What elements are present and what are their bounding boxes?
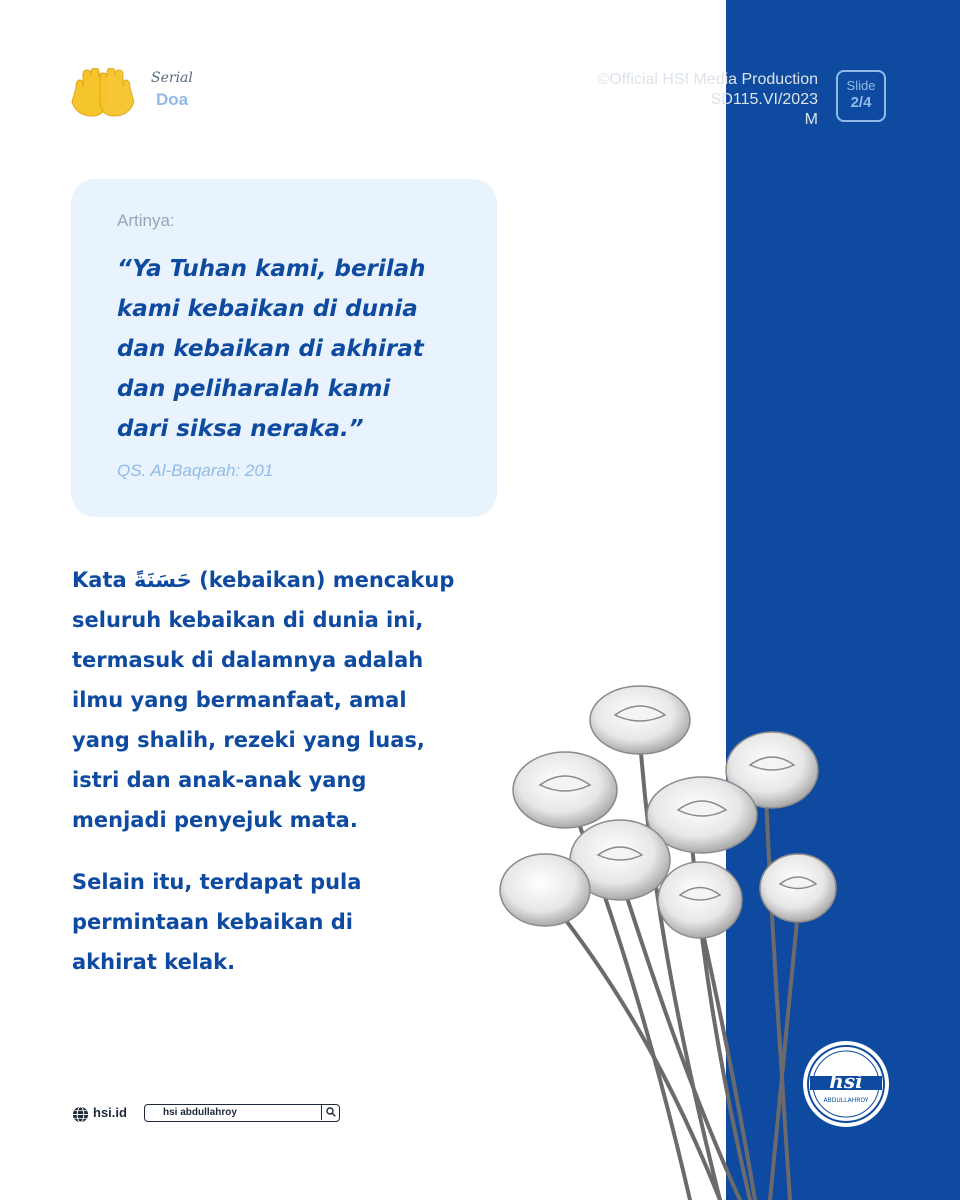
series-label: Serial bbox=[151, 70, 193, 86]
series-name: Doa bbox=[156, 90, 189, 109]
globe-icon bbox=[72, 1106, 89, 1123]
production-code-suffix: M bbox=[804, 111, 818, 128]
explanation-paragraph: Kata حَسَنَةً (kebaikan) mencakup seluruh kebaikan di dunia ini, termasuk di dalamnya adalah ilmu yang bermanfaat, amal yang shalih, rezeki yang luas, istri dan anak-anak yang menjadi penyejuk mata. bbox=[72, 568, 455, 832]
search-query: hsi abdullahroy bbox=[163, 1107, 237, 1118]
production-info bbox=[540, 70, 818, 130]
hsi-abdullahroy-badge bbox=[802, 1040, 890, 1128]
translation-quote: “Ya Tuhan kami, berilah kami kebaikan di dunia dan kebaikan di akhirat dan peliharalah kami dari siksa neraka.” bbox=[117, 256, 426, 442]
website-link[interactable]: hsi.id bbox=[93, 1105, 127, 1120]
slide-label: Slide bbox=[846, 78, 876, 93]
serial-doa-logo bbox=[70, 66, 210, 122]
closing-paragraph: Selain itu, terdapat pula permintaan kebaikan di akhirat kelak. bbox=[72, 870, 362, 974]
quran-reference: QS. Al-Baqarah: 201 bbox=[117, 461, 274, 480]
translation-card bbox=[71, 179, 497, 517]
copyright-text: ©Official HSI Media Production bbox=[597, 71, 818, 88]
badge-text: hsi bbox=[829, 1069, 863, 1093]
search-icon bbox=[326, 1107, 336, 1117]
search-bar[interactable] bbox=[144, 1104, 340, 1122]
translation-label: Artinya: bbox=[117, 211, 175, 230]
slide-number: 2/4 bbox=[850, 94, 872, 111]
slide-indicator bbox=[836, 70, 886, 122]
badge-subtext: ABDULLAHROY bbox=[823, 1097, 869, 1104]
praying-hands-icon bbox=[70, 68, 136, 120]
production-code: SD115.VI/2023 bbox=[710, 91, 818, 108]
search-divider bbox=[321, 1105, 322, 1120]
